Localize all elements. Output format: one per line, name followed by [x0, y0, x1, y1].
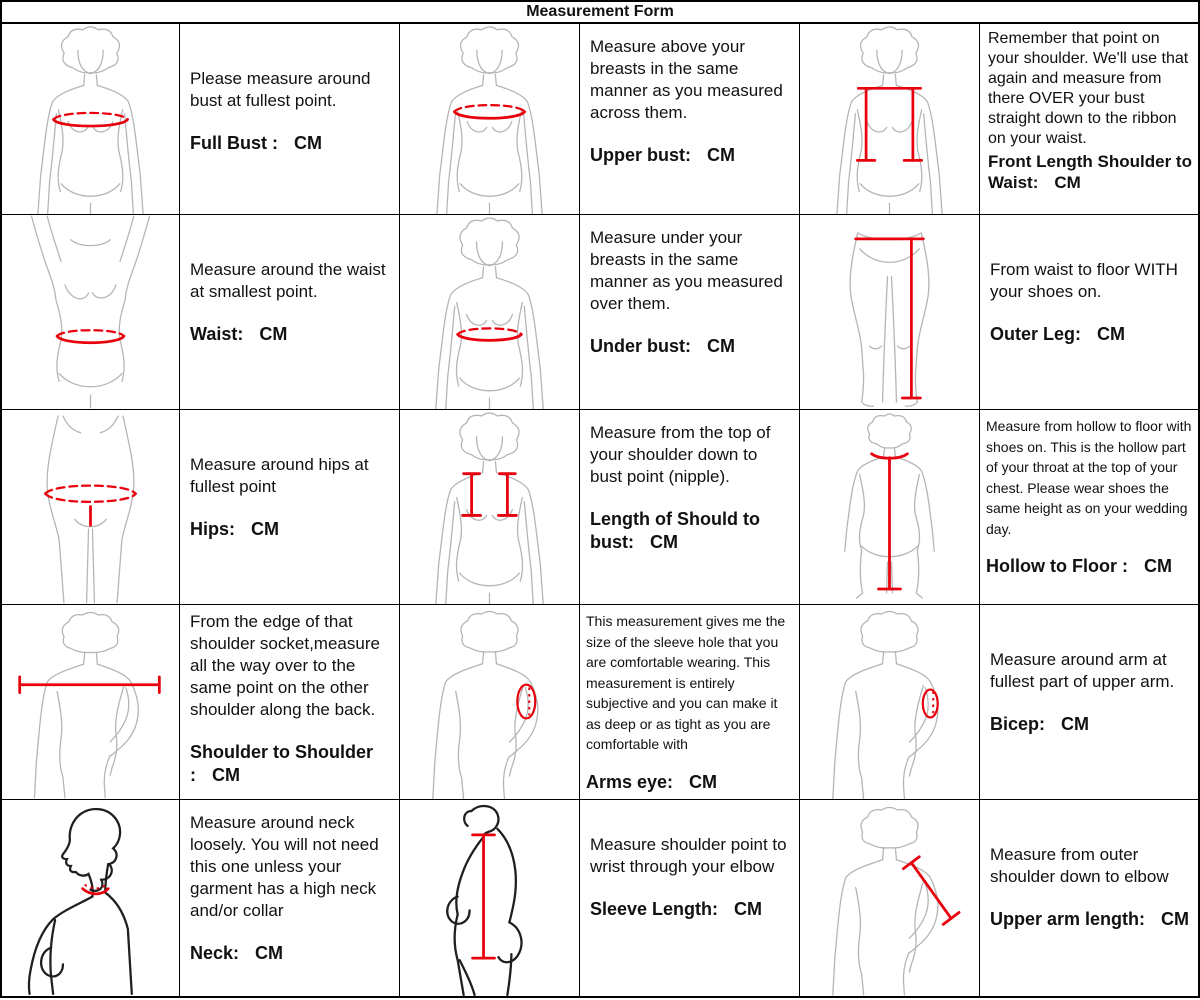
- woman-back-hand-on-hip-sketch: [400, 605, 579, 799]
- measurement-grid: [2, 24, 1198, 996]
- upper-bust-measure-mark: [454, 105, 524, 118]
- figure-front-length: [800, 24, 980, 215]
- instruction-body: Measure around neck loosely. You will not need this one unless your garment has a high neck and/or collar: [190, 813, 379, 920]
- unit: CM: [1061, 714, 1090, 734]
- figure-bicep: [800, 605, 980, 800]
- under-bust-measure-mark: [458, 328, 522, 340]
- figure-arms-eye: [400, 605, 580, 800]
- instruction-body: Measure from the top of your shoulder down to bust point (nipple).: [590, 423, 771, 486]
- woman-back-hand-on-hip-sketch: [2, 605, 179, 799]
- unit: CM: [650, 532, 678, 552]
- woman-profile-dark-sketch: [2, 800, 179, 996]
- figure-waist: [2, 215, 180, 410]
- figure-shoulder-to-bust: [400, 410, 580, 605]
- unit: CM: [1097, 324, 1126, 344]
- upper-arm-measure-mark: [903, 857, 959, 925]
- woman-lower-body-legs-sketch: [800, 215, 979, 409]
- unit: CM: [1143, 556, 1172, 576]
- instruction-under-bust: [580, 215, 800, 410]
- measure-label: Bicep: CM: [990, 714, 1090, 734]
- shoulder-to-bust-measure-mark: [463, 474, 517, 516]
- woman-front-sketch: [400, 215, 579, 409]
- shoulder-to-shoulder-measure-mark: [20, 677, 160, 693]
- measure-label: Hollow to Floor : CM: [986, 556, 1172, 576]
- measure-label: Upper arm length: CM: [990, 909, 1190, 929]
- figure-neck: [2, 800, 180, 996]
- bust-measure-mark: [53, 113, 127, 126]
- unit: CM: [212, 765, 240, 785]
- instruction-outer-leg: [980, 215, 1198, 410]
- figure-hollow-to-floor: [800, 410, 980, 605]
- woman-front-sketch: [400, 410, 579, 604]
- instruction-full-bust: [180, 24, 400, 215]
- measure-label: Outer Leg: CM: [990, 324, 1126, 344]
- instruction-body: From waist to floor WITH your shoes on.: [990, 260, 1178, 301]
- woman-back-full-sketch: [800, 410, 979, 604]
- unit: CM: [294, 133, 322, 153]
- instruction-front-length: [980, 24, 1198, 215]
- instruction-body: Please measure around bust at fullest point.: [190, 69, 371, 110]
- instruction-body: From the edge of that shoulder socket,measure all the way over to the same point on the other shoulder along the back.: [190, 612, 380, 719]
- figure-outer-leg: [800, 215, 980, 410]
- instruction-upper-bust: [580, 24, 800, 215]
- instruction-body: Measure around the waist at smallest point.: [190, 260, 386, 301]
- hips-measure-mark: [45, 486, 135, 526]
- unit: CM: [707, 336, 735, 356]
- woman-hips-sketch: [2, 410, 179, 604]
- instruction-body: Measure around arm at fullest part of upper arm.: [990, 650, 1175, 691]
- woman-front-sketch: [800, 24, 979, 214]
- measure-label: Length of Should to bust: CM: [590, 509, 760, 552]
- measure-label: Shoulder to Shoulder : CM: [190, 742, 373, 785]
- figure-upper-arm-length: [800, 800, 980, 996]
- instruction-arms-eye: [580, 605, 800, 800]
- measure-label: Under bust: CM: [590, 336, 735, 356]
- instruction-shoulder-to-shoulder: [180, 605, 400, 800]
- instruction-sleeve-length: [580, 800, 800, 996]
- unit: CM: [1054, 173, 1081, 192]
- figure-full-bust: [2, 24, 180, 215]
- instruction-body: Measure under your breasts in the same manner as you measured over them.: [590, 228, 783, 313]
- instruction-waist: [180, 215, 400, 410]
- woman-back-hand-on-hip-sketch: [800, 605, 979, 799]
- woman-front-sketch: [2, 24, 179, 214]
- measure-label: Front Length Shoulder to Waist: CM: [988, 152, 1192, 192]
- figure-hips: [2, 410, 180, 605]
- instruction-body: Remember that point on your shoulder. We'll use that again and measure from there OVER your bust straight down to the ribbon on your waist.: [988, 30, 1189, 147]
- instruction-bicep: [980, 605, 1198, 800]
- instruction-body: Measure around hips at fullest point: [190, 455, 369, 496]
- measure-label: Arms eye: CM: [586, 771, 718, 792]
- measure-label: Hips: CM: [190, 519, 279, 539]
- page-title: Measurement Form: [2, 2, 1198, 24]
- waist-measure-mark: [57, 330, 124, 343]
- shoulder-to-waist-measure-mark: [857, 88, 921, 160]
- woman-front-sketch: [400, 24, 579, 214]
- figure-upper-bust: [400, 24, 580, 215]
- instruction-body: Measure from outer shoulder down to elbow: [990, 845, 1169, 886]
- sleeve-length-measure-mark: [473, 835, 495, 958]
- unit: CM: [1161, 909, 1190, 929]
- instruction-hollow-to-floor: [980, 410, 1198, 605]
- instruction-body: This measurement gives me the size of the sleeve hole that you are comfortable wearing. This measurement is entirely subjective and you can make it as deep or as tight as you are comfortable with: [586, 613, 786, 752]
- figure-shoulder-to-shoulder: [2, 605, 180, 800]
- measure-label: Sleeve Length: CM: [590, 899, 763, 919]
- measure-label: Waist: CM: [190, 324, 288, 344]
- figure-under-bust: [400, 215, 580, 410]
- unit: CM: [707, 145, 735, 165]
- unit: CM: [251, 519, 279, 539]
- instruction-hips: [180, 410, 400, 605]
- instruction-body: Measure from hollow to floor with shoes on. This is the hollow part of your throat at the top of your chest. Please wear shoes the same height as on your wedding day.: [986, 418, 1192, 537]
- instruction-body: Measure above your breasts in the same manner as you measured across them.: [590, 37, 783, 122]
- measure-label: Neck: CM: [190, 943, 284, 963]
- instruction-neck: [180, 800, 400, 996]
- woman-side-dark-sketch: [400, 800, 579, 996]
- woman-back-hand-on-hip-sketch: [800, 800, 979, 996]
- instruction-shoulder-to-bust: [580, 410, 800, 605]
- unit: CM: [689, 771, 718, 792]
- instruction-upper-arm-length: [980, 800, 1198, 996]
- woman-torso-arms-raised-sketch: [2, 215, 179, 409]
- hollow-to-floor-measure-mark: [872, 454, 908, 589]
- measure-label: Upper bust: CM: [590, 145, 735, 165]
- figure-sleeve-length: [400, 800, 580, 996]
- instruction-body: Measure shoulder point to wrist through your elbow: [590, 835, 787, 876]
- unit: CM: [259, 324, 288, 344]
- unit: CM: [734, 899, 763, 919]
- measure-label: Full Bust : CM: [190, 133, 322, 153]
- bicep-measure-mark: [923, 690, 938, 718]
- unit: CM: [255, 943, 284, 963]
